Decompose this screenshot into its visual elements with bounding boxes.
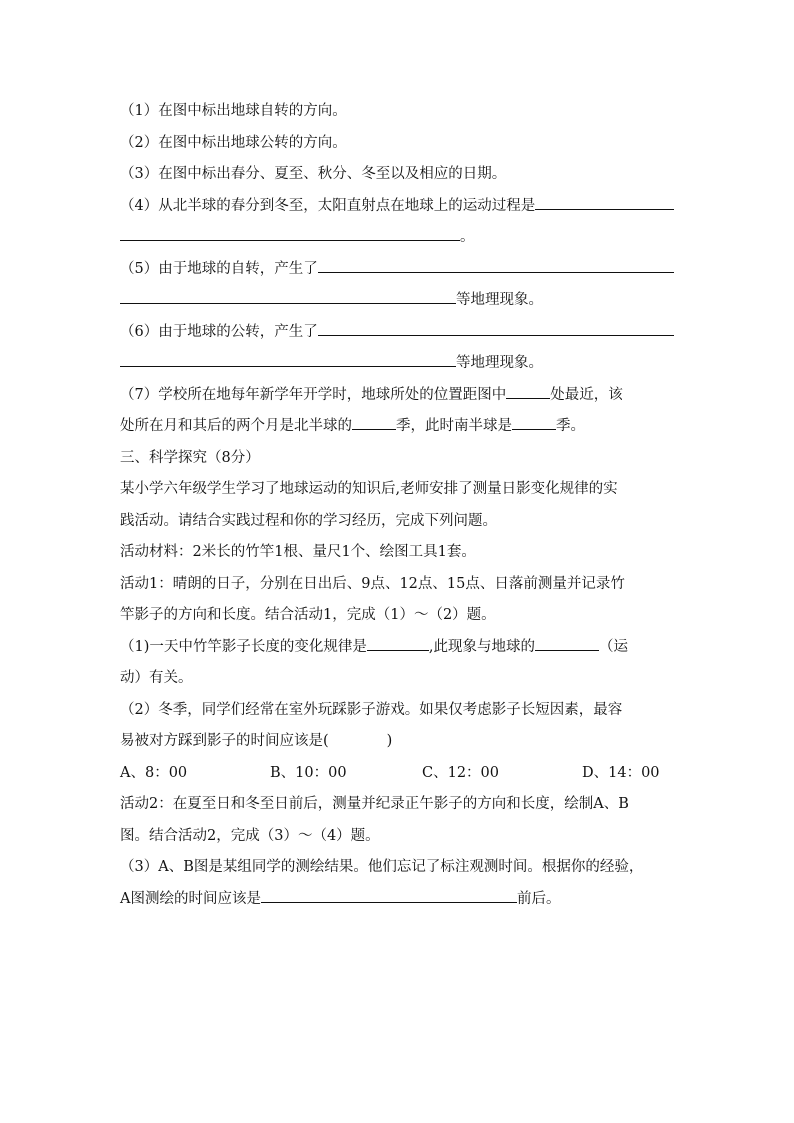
- question-6: （6）由于地球的公转，产生了: [120, 317, 674, 349]
- answer-blank[interactable]: [352, 411, 396, 430]
- activity-question-2: （2）冬季，同学们经常在室外玩踩影子游戏。如果仅考虑影子长短因素，最容: [120, 701, 623, 718]
- answer-blank[interactable]: [535, 632, 599, 651]
- question-1: （1）在图中标出地球自转的方向。: [120, 103, 347, 119]
- option-a[interactable]: A、8：00: [120, 764, 188, 781]
- activity-question-3-cont: A图测绘的时间应该是 前后。: [120, 884, 674, 916]
- activity-2-line-2: 图。结合活动2，完成（3）～（4）题。: [120, 827, 380, 844]
- question-5: （5）由于地球的自转，产生了: [120, 254, 674, 286]
- question-5-cont: 等地理现象。: [120, 285, 674, 317]
- answer-blank[interactable]: [261, 884, 517, 903]
- answer-blank[interactable]: [535, 191, 674, 210]
- question-7: （7）学校所在地每年新学年开学时，地球所处的位置距图中 处最近，该: [120, 380, 674, 412]
- option-c[interactable]: C、12：00: [422, 764, 499, 781]
- answer-blank[interactable]: [318, 317, 674, 336]
- materials: 活动材料：2米长的竹竿1根、量尺1个、绘图工具1套。: [120, 544, 476, 560]
- question-4-cont: 。: [120, 222, 674, 254]
- activity-question-1: （1)一天中竹竿影子长度的变化规律是 ,此现象与地球的 （运: [120, 632, 674, 664]
- question-2: （2）在图中标出地球公转的方向。: [120, 134, 347, 151]
- question-7-cont: 处所在月和其后的两个月是北半球的 季，此时南半球是 季。: [120, 411, 674, 443]
- answer-options: [120, 758, 674, 790]
- activity-question-3: （3）A、B图是某组同学的测绘结果。他们忘记了标注观测时间。根据你的经验，: [120, 859, 644, 875]
- question-6-cont: 等地理现象。: [120, 348, 674, 380]
- activity-question-2-cont: 易被对方踩到影子的时间应该是( ): [120, 733, 393, 749]
- answer-blank[interactable]: [318, 254, 674, 273]
- answer-blank[interactable]: [512, 411, 556, 430]
- worksheet-content: [120, 96, 674, 915]
- answer-blank[interactable]: [120, 222, 460, 241]
- answer-blank[interactable]: [506, 380, 550, 399]
- activity-1-line-1: 活动1：晴朗的日子，分别在日出后、9点、12点、15点、日落前测量并记录竹: [120, 575, 625, 592]
- answer-blank[interactable]: [120, 285, 456, 304]
- activity-2-line-1: 活动2：在夏至日和冬至日前后，测量并纪录正午影子的方向和长度，绘制A、B: [120, 796, 629, 812]
- option-d[interactable]: D、14：00: [582, 764, 660, 781]
- activity-1-line-2: 竿影子的方向和长度。结合活动1，完成（1）～（2）题。: [120, 607, 496, 623]
- answer-blank[interactable]: [120, 348, 456, 367]
- question-3: （3）在图中标出春分、夏至、秋分、冬至以及相应的日期。: [120, 166, 507, 182]
- activity-question-1-cont: 动）有关。: [120, 670, 193, 686]
- option-b[interactable]: B、10：00: [270, 764, 347, 781]
- question-4: （4）从北半球的春分到冬至，太阳直射点在地球上的运动过程是: [120, 191, 674, 223]
- intro-line-1: 某小学六年级学生学习了地球运动的知识后,老师安排了测量日影变化规律的实: [120, 481, 618, 497]
- answer-blank[interactable]: [367, 632, 429, 651]
- section-title: 三、科学探究（8分）: [120, 449, 260, 466]
- intro-line-2: 践活动。请结合实践过程和你的学习经历，完成下列问题。: [120, 512, 497, 529]
